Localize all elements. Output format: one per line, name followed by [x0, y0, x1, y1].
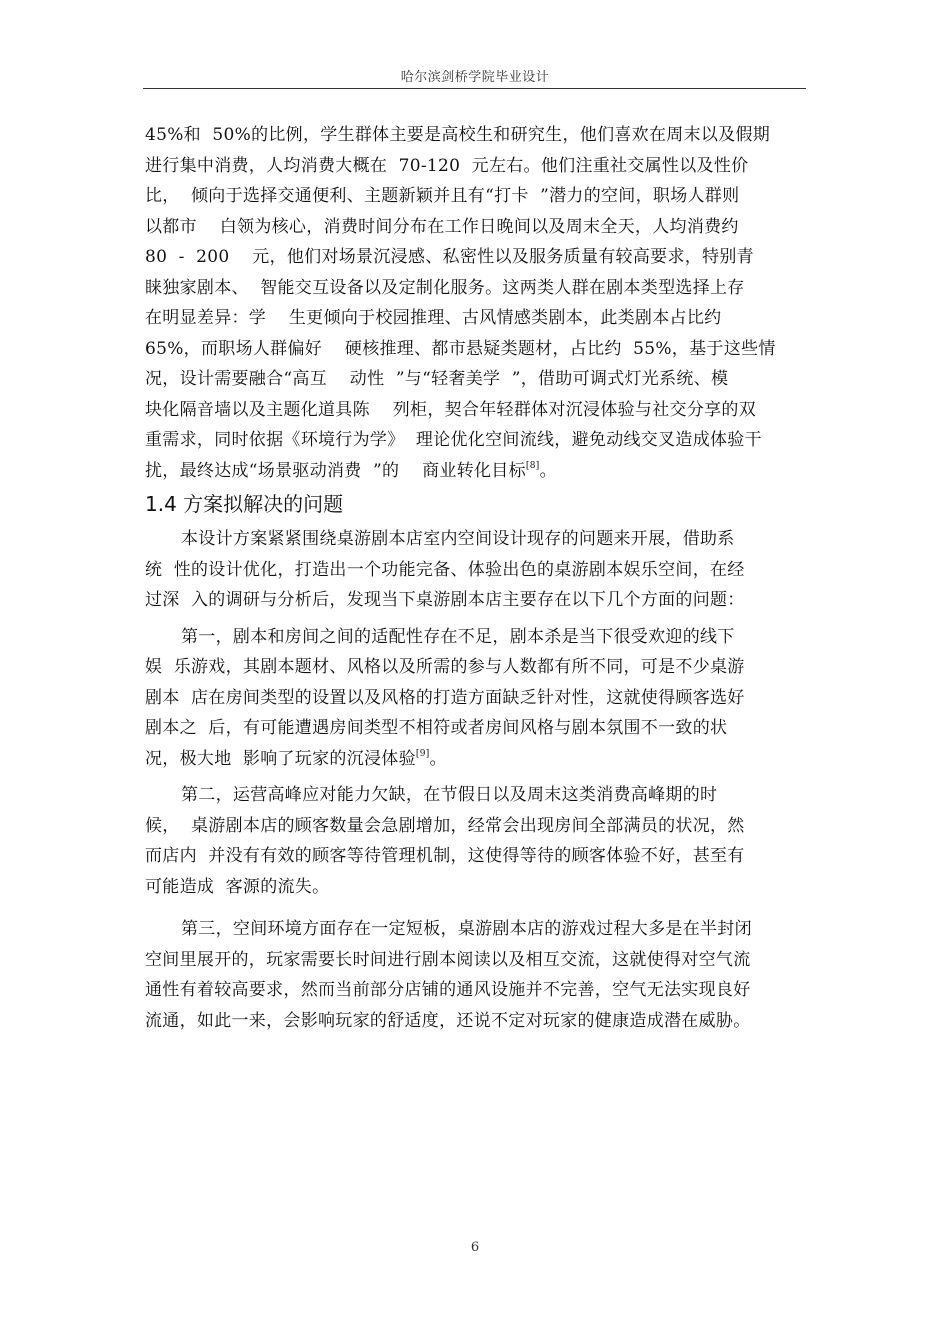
header-rule: [143, 88, 806, 89]
citation-ref[interactable]: [8]: [525, 460, 540, 471]
text-line: 过深 入的调研与分析后，发现当下桌游剧本店主要存在以下几个方面的问题：: [145, 590, 745, 610]
intro-paragraph: [145, 524, 817, 616]
text-line: 第一，剧本和房间之间的适配性存在不足，剧本杀是当下很受欢迎的线下: [181, 626, 735, 647]
text-line: 本设计方案紧紧围绕桌游剧本店室内空间设计现存的问题来开展，借助系: [181, 529, 735, 549]
text-line: 剧本 店在房间类型的设置以及风格的打造方面缺乏针对性，这就使得顾客选好: [145, 687, 745, 708]
text-line: 第二，运营高峰应对能力欠缺，在节假日以及周末这类消费高峰期的时: [181, 785, 718, 805]
text-line: 进行集中消费，人均消费大概在 70-120 元左右。他们注重社交属性以及性价: [145, 155, 749, 176]
text-line: 重需求，同时依据《环境行为学》 理论优化空间流线，避免动线交叉造成体验干: [145, 430, 762, 450]
text-line: 睐独家剧本、 智能交互设备以及定制化服务。这两类人群在剧本类型选择上存: [145, 277, 745, 298]
text-span: 扰，最终达成“场景驱动消费 ”的 商业转化目标: [145, 460, 526, 481]
text-line: 流通，如此一来，会影响玩家的舒适度，还说不定对玩家的健康造成潜在威胁。: [145, 1010, 751, 1031]
text-line: 空间里展开的，玩家需要长时间进行剧本阅读以及相互交流，这就使得对空气流: [145, 949, 751, 970]
text-line: 块化隔音墙以及主题化道具陈 列柜，契合年轻群体对沉浸体验与社交分享的双: [145, 399, 757, 420]
text-line: 娱 乐游戏，其剧本题材、风格以及所需的参与人数都有所不同，可是不少桌游: [145, 657, 745, 677]
text-line: 45%和 50%的比例，学生群体主要是高校生和研究生，他们喜欢在周末以及假期: [145, 125, 771, 145]
text-line: [145, 744, 817, 775]
citation-ref[interactable]: [9]: [415, 748, 430, 759]
text-line: 剧本之 后，有可能遭遇房间类型不相符或者房间风格与剧本氛围不一致的状: [145, 718, 728, 738]
text-line: 统 性的设计优化，打造出一个功能完备、体验出色的桌游剧本娱乐空间，在经: [145, 559, 745, 580]
point-one-paragraph: [145, 622, 817, 775]
text-span: 。: [429, 748, 447, 769]
page-content: [145, 120, 817, 1036]
page-number: 6: [470, 1240, 480, 1255]
point-two-paragraph: [145, 780, 817, 902]
text-line: 候， 桌游剧本店的顾客数量会急剧增加，经常会出现房间全部满员的状况，然: [145, 815, 745, 836]
section-heading: 1.4 方案拟解决的问题: [145, 492, 344, 516]
text-line: 而店内 并没有有效的顾客等待管理机制，这使得等待的顾客体验不好，甚至有: [145, 846, 745, 866]
continued-paragraph: [145, 120, 817, 486]
text-line: 以都市 白领为核心，消费时间分布在工作日晚间以及周末全天，人均消费约: [145, 216, 739, 237]
text-line: 比， 倾向于选择交通便利、主题新颖并且有“打卡 ”潜力的空间，职场人群则: [145, 186, 740, 206]
text-line: 第三，空间环境方面存在一定短板，桌游剧本店的游戏过程大多是在半封闭: [181, 919, 752, 939]
page-header: 哈尔滨剑桥学院毕业设计: [400, 70, 550, 85]
text-span: 况，极大地 影响了玩家的沉浸体验: [145, 748, 416, 769]
text-span: 。: [539, 460, 557, 481]
text-line: 在明显差异：学 生更倾向于校园推理、古风情感类剧本，此类剧本占比约: [145, 308, 722, 328]
point-three-paragraph: [145, 914, 817, 1036]
text-line: [145, 456, 817, 487]
text-line: 可能造成 客源的流失。: [145, 876, 330, 897]
text-line: 况，设计需要融合“高互 动性 ”与“轻奢美学 ”，借助可调式灯光系统、模: [145, 369, 729, 389]
text-line: 通性有着较高要求，然而当前部分店铺的通风设施并不完善，空气无法实现良好: [145, 980, 751, 1000]
text-line: 80 - 200 元，他们对场景沉浸感、私密性以及服务质量有较高要求，特别青: [145, 247, 754, 267]
text-line: 65%，而职场人群偏好 硬核推理、都市悬疑类题材，占比约 55%，基于这些情: [145, 338, 776, 359]
